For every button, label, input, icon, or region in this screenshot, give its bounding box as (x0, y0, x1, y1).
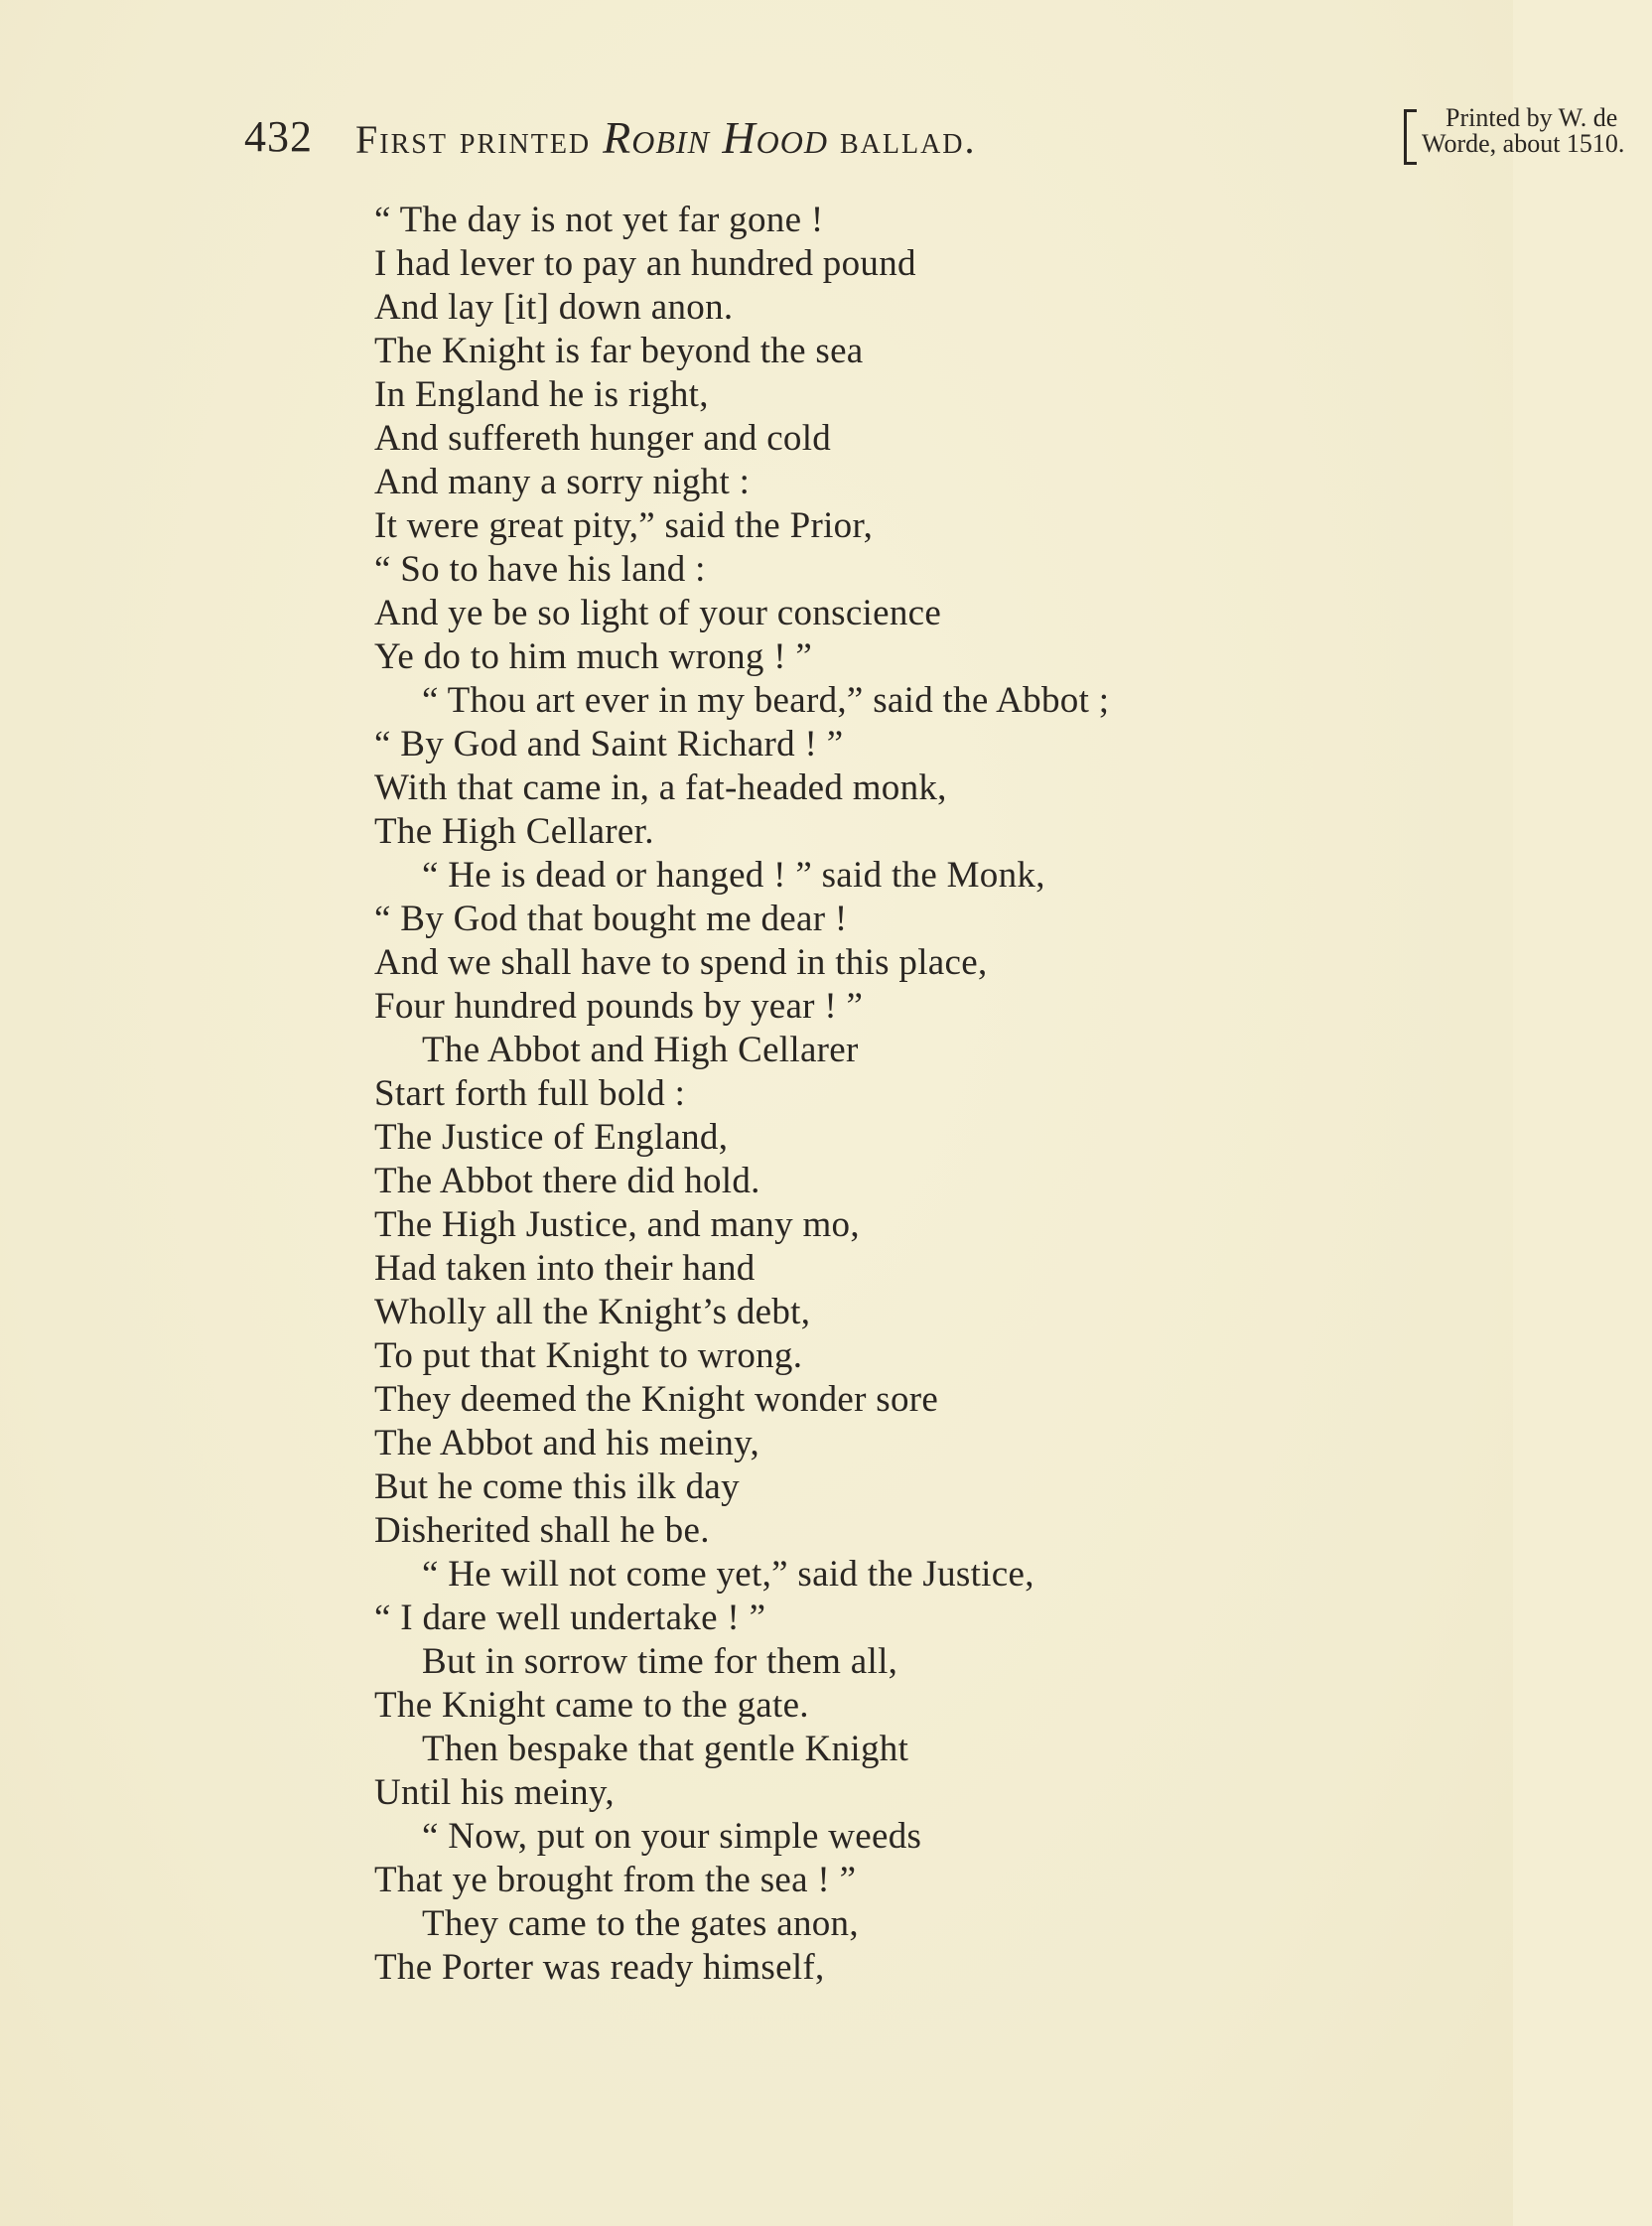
verse-line: And many a sorry night : (374, 462, 751, 502)
verse-line: “ By God and Saint Richard ! ” (374, 724, 844, 765)
verse-line: Ye do to him much wrong ! ” (374, 636, 813, 677)
verse-line: Until his meiny, (374, 1772, 615, 1813)
imprint-line-2: Worde, about 1510. (1422, 129, 1625, 158)
running-title-post: ballad. (827, 117, 977, 162)
verse-line: And ye be so light of your conscience (374, 593, 942, 633)
verse-line: “ So to have his land : (374, 549, 706, 590)
verse-line: Wholly all the Knight’s debt, (374, 1292, 811, 1332)
verse-line: Had taken into their hand (374, 1248, 756, 1289)
verse-line: The Knight came to the gate. (374, 1685, 809, 1726)
verse-line: “ The day is not yet far gone ! (374, 200, 824, 240)
verse-line: Start forth full bold : (374, 1073, 686, 1114)
verse-line: The Abbot and his meiny, (374, 1423, 760, 1463)
verse-line: “ Now, put on your simple weeds (422, 1816, 922, 1857)
verse-line: The Abbot and High Cellarer (422, 1030, 859, 1070)
verse-line: “ I dare well undertake ! ” (374, 1598, 766, 1638)
verse-line: The Porter was ready himself, (374, 1947, 825, 1988)
verse-line: The High Justice, and many mo, (374, 1204, 860, 1245)
running-header (244, 103, 1625, 165)
running-title-pre: First printed (355, 117, 604, 162)
verse-line: Disherited shall he be. (374, 1510, 710, 1551)
verse-line: The High Cellarer. (374, 811, 654, 852)
running-title-robin-hood: Robin Hood (603, 112, 828, 163)
verse-line: I had lever to pay an hundred pound (374, 243, 916, 284)
imprint-note (1404, 105, 1652, 161)
imprint-line-1: Printed by W. de (1446, 103, 1618, 132)
verse-text (374, 199, 1367, 1990)
verse-line: That ye brought from the sea ! ” (374, 1860, 857, 1900)
verse-line: The Knight is far beyond the sea (374, 331, 864, 371)
verse-line: But he come this ilk day (374, 1466, 740, 1507)
verse-line: Four hundred pounds by year ! ” (374, 986, 864, 1027)
verse-line: With that came in, a fat-headed monk, (374, 767, 947, 808)
verse-line: Then bespake that gentle Knight (422, 1729, 909, 1769)
verse-line: They deemed the Knight wonder sore (374, 1379, 939, 1420)
verse-line: And lay [it] down anon. (374, 287, 734, 328)
verse-line: And we shall have to spend in this place, (374, 942, 988, 983)
verse-line: They came to the gates anon, (422, 1903, 859, 1944)
page-number: 432 (244, 112, 313, 161)
verse-line: “ He is dead or hanged ! ” said the Monk, (422, 855, 1045, 896)
verse-line: The Justice of England, (374, 1117, 729, 1158)
verse-line: It were great pity,” said the Prior, (374, 505, 874, 546)
verse-line: And suffereth hunger and cold (374, 418, 832, 459)
verse-line: In England he is right, (374, 374, 709, 415)
running-title (355, 111, 977, 164)
verse-line: “ Thou art ever in my beard,” said the Abbot ; (422, 680, 1110, 721)
verse-line: The Abbot there did hold. (374, 1161, 760, 1201)
imprint-bracket (1404, 109, 1417, 165)
verse-line: But in sorrow time for them all, (422, 1641, 898, 1682)
verse-line: “ He will not come yet,” said the Justice, (422, 1554, 1034, 1595)
verse-line: To put that Knight to wrong. (374, 1335, 803, 1376)
verse-line: “ By God that bought me dear ! (374, 899, 848, 939)
